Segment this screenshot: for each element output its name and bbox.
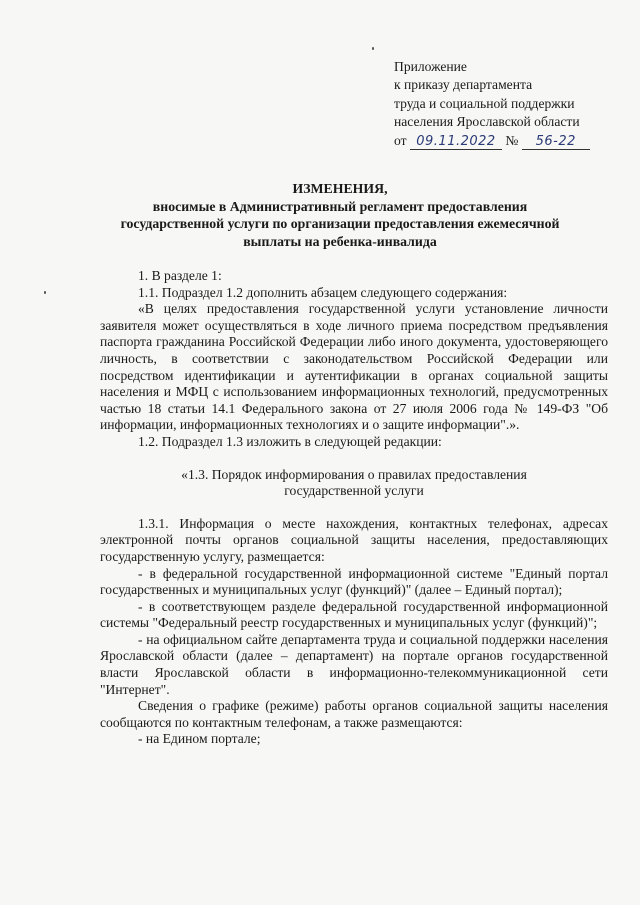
paragraph: Сведения о графике (режиме) работы органов социальной защиты населения сообщаются по контактным телефонам, а также размещаются: xyxy=(100,698,608,730)
paragraph: 1.3.1. Информация о месте нахождения, контактных телефонах, адресах электронной почты органов социальной защиты населения, предоставляющих государственную услугу, размещается: xyxy=(100,515,608,564)
paragraph: 1.2. Подраздел 1.3 изложить в следующей редакции: xyxy=(138,433,442,449)
appendix-line: к приказу департамента xyxy=(394,77,533,93)
appendix-date-line xyxy=(394,132,624,150)
scan-speck xyxy=(44,291,46,294)
document-title xyxy=(100,180,580,250)
list-item: - в соответствующем разделе федеральной государственной информационной системы "Федеральный реестр государственных и муниципальных услуг (функций)"; xyxy=(100,598,608,631)
document-body xyxy=(100,268,608,748)
handwritten-number: 56-22 xyxy=(522,134,590,150)
number-label: № xyxy=(505,132,519,148)
subsection-title: «1.3. Порядок информирования о правилах предоставления xyxy=(181,466,527,482)
title-line: государственной услуги по организации предоставления ежемесячной xyxy=(120,216,560,232)
from-label: от xyxy=(394,132,407,148)
list-item: - на Едином портале; xyxy=(138,731,261,747)
title-line: вносимые в Административный регламент предоставления xyxy=(152,198,528,214)
appendix-block xyxy=(394,58,624,150)
appendix-line: Приложение xyxy=(394,59,467,74)
list-item: - на официальном сайте департамента труда и социальной поддержки населения Ярославской области (далее – департамент) на портале органов государственной власти Ярославской области в информационно-телекоммуникационной сети "Интернет". xyxy=(100,631,608,697)
subsection-title: государственной услуги xyxy=(284,483,424,499)
title-line: выплаты на ребенка-инвалида xyxy=(243,233,437,249)
appendix-line: населения Ярославской области xyxy=(394,114,580,130)
appendix-line: труда и социальной поддержки xyxy=(394,95,575,111)
paragraph: 1.1. Подраздел 1.2 дополнить абзацем следующего содержания: xyxy=(138,284,508,300)
paragraph: 1. В разделе 1: xyxy=(138,268,222,283)
handwritten-date: 09.11.2022 xyxy=(410,134,502,150)
list-item: - в федеральной государственной информационной системе "Единый портал государственных и муниципальных услуг (функций)" (далее – Единый портал); xyxy=(100,565,608,598)
paragraph: «В целях предоставления государственной услуги установление личности заявителя может осуществляться в ходе личного приема посредством предъявления паспорта гражданина Российской Федерации либо иного документа, удостоверяющего личность, в соответствии с законодательством Российской Федерации или посредством идентификации и аутентификации в органах социальной защиты населения и МФЦ с использованием информационных технологий, предусмотренных частью 18 статьи 14.1 Федерального закона от 27 июля 2006 года № 149-ФЗ "Об информации, информационных технологиях и о защите информации".». xyxy=(100,301,608,433)
title-heading: ИЗМЕНЕНИЯ, xyxy=(292,181,388,196)
scan-speck xyxy=(372,47,374,50)
